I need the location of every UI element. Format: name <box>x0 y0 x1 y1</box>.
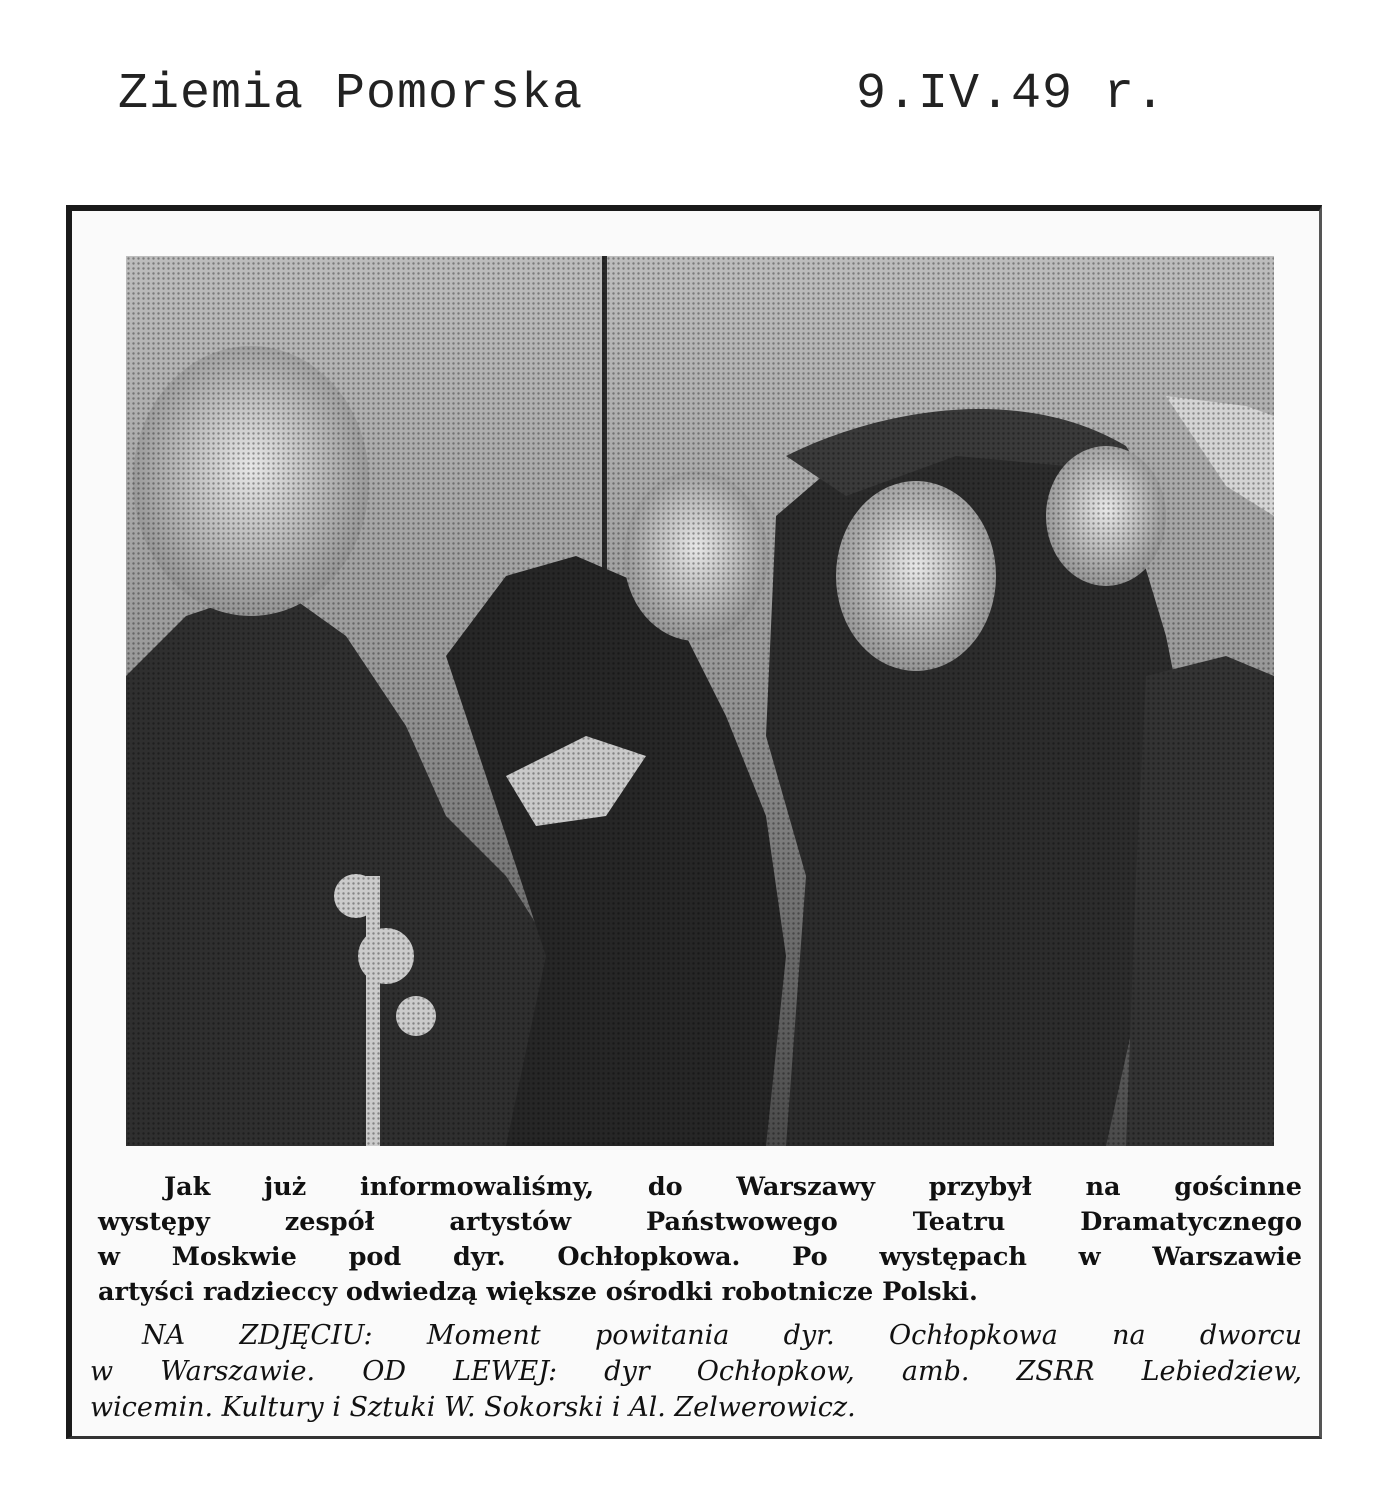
photo-caption <box>90 1318 1302 1426</box>
caption-line: w Moskwie pod dyr. Ochłopkowa. Po występach w Warszawie <box>98 1242 1302 1272</box>
photo-caption-line: w Warszawie. OD LEWEJ: dyr Ochłopkow, amb. ZSRR Lebiedziew, <box>90 1356 1302 1387</box>
caption-line: artyści radzieccy odwiedzą większe ośrodki robotnicze Polski. <box>98 1277 978 1307</box>
photo-caption-line: NA ZDJĘCIU: Moment powitania dyr. Ochłopkowa na dworcu <box>142 1320 1302 1351</box>
header-source: Ziemia Pomorska <box>118 66 584 123</box>
news-photo <box>126 256 1274 1146</box>
caption-line: występy zespół artystów Państwowego Teatru Dramatycznego <box>98 1207 1302 1237</box>
header-date: 9.IV.49 r. <box>856 66 1167 123</box>
article-caption <box>98 1170 1302 1310</box>
halftone-photo-graphic <box>126 256 1274 1146</box>
photo-caption-line: wicemin. Kultury i Sztuki W. Sokorski i Al. Zelwerowicz. <box>90 1392 856 1423</box>
caption-line: Jak już informowaliśmy, do Warszawy przybył na gościnne <box>164 1172 1302 1202</box>
